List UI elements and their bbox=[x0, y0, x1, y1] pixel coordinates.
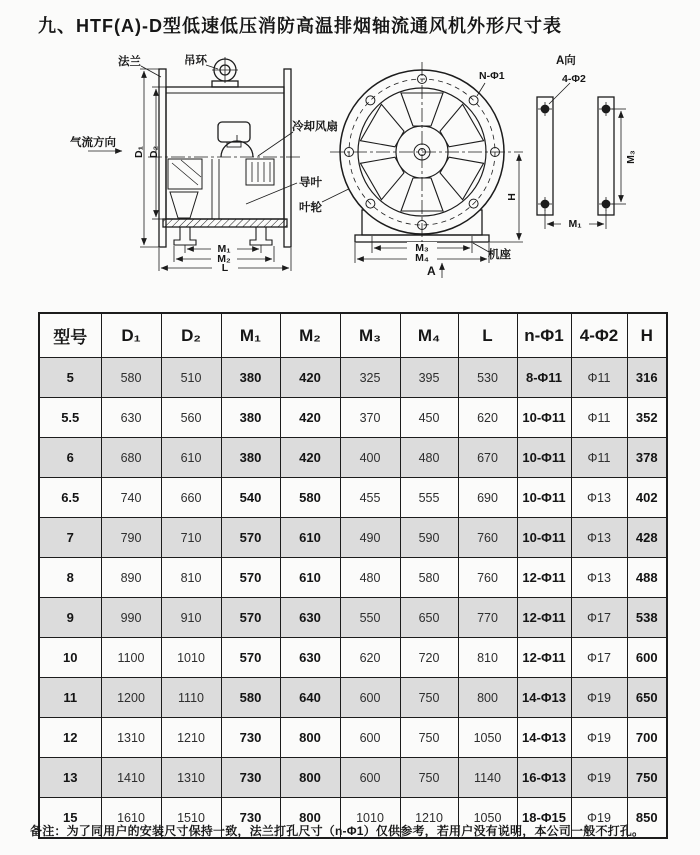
dimension-table-body bbox=[39, 358, 667, 839]
table-cell: 710 bbox=[161, 518, 221, 558]
table-cell: 18-Φ15 bbox=[517, 798, 571, 839]
table-cell: Φ11 bbox=[571, 438, 627, 478]
table-cell: 560 bbox=[161, 398, 221, 438]
table-cell: 890 bbox=[101, 558, 161, 598]
table-cell: 488 bbox=[627, 558, 667, 598]
table-cell: 640 bbox=[280, 678, 340, 718]
column-header: D₁ bbox=[101, 313, 161, 358]
table-row bbox=[39, 398, 667, 438]
table-cell: 400 bbox=[340, 438, 400, 478]
table-cell: 850 bbox=[627, 798, 667, 839]
airflow-direction-label: 气流方向 bbox=[70, 137, 116, 149]
header-row bbox=[39, 313, 667, 358]
table-cell: 760 bbox=[458, 518, 517, 558]
table-cell: 1510 bbox=[161, 798, 221, 839]
table-cell: 378 bbox=[627, 438, 667, 478]
table-row bbox=[39, 718, 667, 758]
table-cell: 16-Φ13 bbox=[517, 758, 571, 798]
table-cell: Φ19 bbox=[571, 758, 627, 798]
table-cell: 1100 bbox=[101, 638, 161, 678]
a-view-title: A向 bbox=[556, 55, 576, 67]
table-cell: 10 bbox=[39, 638, 101, 678]
table-cell: 420 bbox=[280, 358, 340, 398]
table-cell: 8-Φ11 bbox=[517, 358, 571, 398]
table-cell: 730 bbox=[221, 758, 280, 798]
impeller-label: 叶轮 bbox=[299, 202, 322, 214]
table-cell: 1310 bbox=[101, 718, 161, 758]
table-cell: 9 bbox=[39, 598, 101, 638]
table-cell: 12-Φ11 bbox=[517, 558, 571, 598]
table-cell: 610 bbox=[280, 518, 340, 558]
dim-m3-aview-label: M₃ bbox=[625, 150, 637, 164]
column-header: M₂ bbox=[280, 313, 340, 358]
footer-note: 备注：为了同用户的安装尺寸保持一致，法兰打孔尺寸（n-Φ1）仅供参考，若用户没有说明，本公司一般不打孔。 bbox=[30, 824, 645, 838]
table-cell: Φ13 bbox=[571, 478, 627, 518]
column-header: n-Φ1 bbox=[517, 313, 571, 358]
table-cell: 800 bbox=[280, 758, 340, 798]
table-cell: 455 bbox=[340, 478, 400, 518]
table-cell: 530 bbox=[458, 358, 517, 398]
lifting-ring-label: 吊环 bbox=[184, 55, 207, 67]
table-cell: 428 bbox=[627, 518, 667, 558]
table-cell: 800 bbox=[458, 678, 517, 718]
table-cell: 12 bbox=[39, 718, 101, 758]
column-header: L bbox=[458, 313, 517, 358]
table-cell: 690 bbox=[458, 478, 517, 518]
table-cell: 8 bbox=[39, 558, 101, 598]
column-header: M₁ bbox=[221, 313, 280, 358]
table-cell: Φ11 bbox=[571, 398, 627, 438]
column-header: 型号 bbox=[39, 313, 101, 358]
table-cell: 580 bbox=[221, 678, 280, 718]
table-cell: 6.5 bbox=[39, 478, 101, 518]
drawing-area bbox=[0, 52, 700, 310]
foot-hole-markers bbox=[538, 102, 613, 211]
table-row bbox=[39, 598, 667, 638]
table-cell: 370 bbox=[340, 398, 400, 438]
table-cell: 910 bbox=[161, 598, 221, 638]
side-view-drawing bbox=[148, 57, 302, 247]
table-cell: 740 bbox=[101, 478, 161, 518]
table-cell: 480 bbox=[400, 438, 458, 478]
table-cell: 7 bbox=[39, 518, 101, 558]
table-cell: 600 bbox=[627, 638, 667, 678]
table-cell: 680 bbox=[101, 438, 161, 478]
table-cell: 630 bbox=[280, 598, 340, 638]
table-cell: 750 bbox=[400, 758, 458, 798]
table-cell: 730 bbox=[221, 798, 280, 839]
column-header: 4-Φ2 bbox=[571, 313, 627, 358]
n-phi1-label: N-Φ1 bbox=[479, 70, 505, 82]
table-cell: 600 bbox=[340, 758, 400, 798]
column-header: D₂ bbox=[161, 313, 221, 358]
table-cell: 490 bbox=[340, 518, 400, 558]
table-cell: 14-Φ13 bbox=[517, 718, 571, 758]
table-cell: 555 bbox=[400, 478, 458, 518]
table-cell: 5.5 bbox=[39, 398, 101, 438]
table-cell: Φ19 bbox=[571, 718, 627, 758]
table-cell: 990 bbox=[101, 598, 161, 638]
table-cell: 590 bbox=[400, 518, 458, 558]
table-row bbox=[39, 478, 667, 518]
table-cell: 550 bbox=[340, 598, 400, 638]
machine-base-label: 机座 bbox=[488, 249, 511, 261]
table-row bbox=[39, 678, 667, 718]
table-row bbox=[39, 518, 667, 558]
table-cell: 650 bbox=[627, 678, 667, 718]
table-cell: 600 bbox=[340, 678, 400, 718]
table-cell: 1110 bbox=[161, 678, 221, 718]
view-a-marker: A bbox=[427, 264, 436, 278]
table-cell: 1050 bbox=[458, 798, 517, 839]
table-cell: 750 bbox=[627, 758, 667, 798]
table-cell: 630 bbox=[280, 638, 340, 678]
dim-m4-front-label: M₄ bbox=[415, 252, 429, 264]
dim-m1-side-label: M₁ bbox=[217, 243, 231, 255]
table-cell: 790 bbox=[101, 518, 161, 558]
table-cell: 610 bbox=[161, 438, 221, 478]
table-cell: 14-Φ13 bbox=[517, 678, 571, 718]
table-cell: 650 bbox=[400, 598, 458, 638]
table-row bbox=[39, 638, 667, 678]
table-cell: 12-Φ11 bbox=[517, 598, 571, 638]
table-cell: 580 bbox=[400, 558, 458, 598]
table-cell: 420 bbox=[280, 398, 340, 438]
table-cell: 1410 bbox=[101, 758, 161, 798]
dimension-table bbox=[38, 312, 668, 839]
flange-label: 法兰 bbox=[118, 56, 141, 68]
table-cell: 1140 bbox=[458, 758, 517, 798]
table-cell: 750 bbox=[400, 718, 458, 758]
dim-d1-label: D₁ bbox=[133, 146, 145, 158]
table-cell: 420 bbox=[280, 438, 340, 478]
table-cell: 380 bbox=[221, 438, 280, 478]
table-cell: Φ11 bbox=[571, 358, 627, 398]
table-cell: 1610 bbox=[101, 798, 161, 839]
table-cell: 1050 bbox=[458, 718, 517, 758]
table-cell: 10-Φ11 bbox=[517, 438, 571, 478]
table-cell: 1200 bbox=[101, 678, 161, 718]
table-row bbox=[39, 438, 667, 478]
table-cell: Φ17 bbox=[571, 598, 627, 638]
table-cell: 10-Φ11 bbox=[517, 518, 571, 558]
table-cell: 6 bbox=[39, 438, 101, 478]
table-cell: 620 bbox=[458, 398, 517, 438]
table-cell: 380 bbox=[221, 398, 280, 438]
table-cell: 12-Φ11 bbox=[517, 638, 571, 678]
guide-vane-label: 导叶 bbox=[299, 177, 322, 189]
four-phi2-label: 4-Φ2 bbox=[562, 73, 586, 85]
table-cell: 510 bbox=[161, 358, 221, 398]
page-title: 九、HTF(A)-D型低速低压消防高温排烟轴流通风机外形尺寸表 bbox=[38, 16, 562, 36]
table-cell: 325 bbox=[340, 358, 400, 398]
column-header: M₄ bbox=[400, 313, 458, 358]
table-cell: Φ19 bbox=[571, 798, 627, 839]
table-cell: 570 bbox=[221, 518, 280, 558]
dim-h-label: H bbox=[506, 193, 518, 201]
table-cell: 760 bbox=[458, 558, 517, 598]
table-cell: 600 bbox=[340, 718, 400, 758]
table-cell: 570 bbox=[221, 638, 280, 678]
dimension-table-header bbox=[39, 313, 667, 358]
table-cell: 316 bbox=[627, 358, 667, 398]
table-cell: 15 bbox=[39, 798, 101, 839]
table-row bbox=[39, 758, 667, 798]
table-cell: 660 bbox=[161, 478, 221, 518]
side-view-dimensions bbox=[88, 65, 363, 271]
column-header: H bbox=[627, 313, 667, 358]
column-header: M₃ bbox=[340, 313, 400, 358]
dim-m3-front-label: M₃ bbox=[415, 242, 429, 254]
table-cell: 10-Φ11 bbox=[517, 398, 571, 438]
table-cell: 10-Φ11 bbox=[517, 478, 571, 518]
table-cell: 380 bbox=[221, 358, 280, 398]
cooling-fan-label: 冷却风扇 bbox=[292, 121, 338, 133]
table-cell: 570 bbox=[221, 558, 280, 598]
table-cell: 11 bbox=[39, 678, 101, 718]
table-row bbox=[39, 358, 667, 398]
table-cell: Φ19 bbox=[571, 678, 627, 718]
table-cell: 352 bbox=[627, 398, 667, 438]
table-cell: 810 bbox=[161, 558, 221, 598]
table-cell: Φ13 bbox=[571, 558, 627, 598]
table-cell: 720 bbox=[400, 638, 458, 678]
table-cell: 480 bbox=[340, 558, 400, 598]
table-cell: 670 bbox=[458, 438, 517, 478]
table-cell: Φ17 bbox=[571, 638, 627, 678]
table-cell: 1210 bbox=[400, 798, 458, 839]
table-row bbox=[39, 558, 667, 598]
table-cell: Φ13 bbox=[571, 518, 627, 558]
table-cell: 810 bbox=[458, 638, 517, 678]
table-cell: 800 bbox=[280, 718, 340, 758]
dim-l-label: L bbox=[221, 262, 229, 274]
table-cell: 1210 bbox=[161, 718, 221, 758]
technical-drawing bbox=[0, 52, 700, 310]
dim-m2-side-label: M₂ bbox=[217, 253, 231, 265]
table-cell: 450 bbox=[400, 398, 458, 438]
dim-d2-label: D₂ bbox=[148, 145, 160, 159]
table-cell: 540 bbox=[221, 478, 280, 518]
table-cell: 1010 bbox=[340, 798, 400, 839]
table-cell: 1310 bbox=[161, 758, 221, 798]
table-cell: 580 bbox=[101, 358, 161, 398]
table-cell: 580 bbox=[280, 478, 340, 518]
table-cell: 630 bbox=[101, 398, 161, 438]
table-cell: 770 bbox=[458, 598, 517, 638]
front-view-drawing bbox=[330, 62, 523, 248]
table-cell: 395 bbox=[400, 358, 458, 398]
table-cell: 700 bbox=[627, 718, 667, 758]
table-cell: 1010 bbox=[161, 638, 221, 678]
table-cell: 800 bbox=[280, 798, 340, 839]
table-cell: 730 bbox=[221, 718, 280, 758]
table-cell: 402 bbox=[627, 478, 667, 518]
table-cell: 5 bbox=[39, 358, 101, 398]
dim-m1-aview-label: M₁ bbox=[568, 218, 582, 230]
table-cell: 610 bbox=[280, 558, 340, 598]
table-cell: 570 bbox=[221, 598, 280, 638]
table-cell: 750 bbox=[400, 678, 458, 718]
table-cell: 538 bbox=[627, 598, 667, 638]
a-view-drawing bbox=[537, 97, 614, 215]
table-cell: 13 bbox=[39, 758, 101, 798]
table-cell: 620 bbox=[340, 638, 400, 678]
